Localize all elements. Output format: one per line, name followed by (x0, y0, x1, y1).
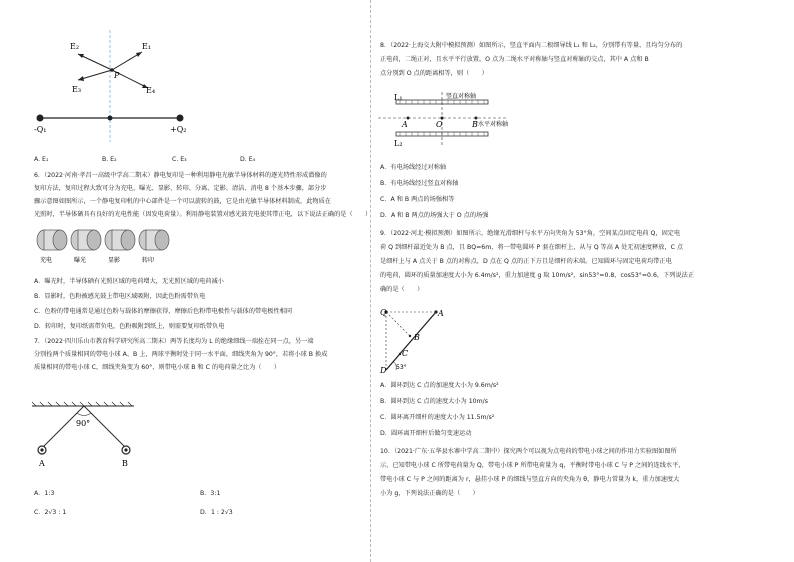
q6-line: 复印方法，复印过程大致可分为充电、曝光、显影、转印、分离、定影、清洁、消电 8 个基本步骤，部分步 (34, 185, 327, 192)
q9-line: 的电荷，圆环的质量加速度大小为 6.4m/s²，重力加速度 g 取 10m/s²，sin53°=0.8，cos53°=0.6，下列说法正 (380, 272, 695, 279)
photocopy-steps-figure (34, 226, 174, 266)
q8-line: 点分别到 O 点的距离相等，则（ ） (380, 70, 488, 77)
drum-icon (71, 230, 101, 250)
q8-line: 正电荷，二绳正对，且水平平行放置。O 点为二绳水平对称轴与竖直对称轴的交点，其中 A 点和 B (380, 56, 649, 63)
ball-b-label: B (122, 459, 128, 468)
step-label: 充电 (40, 257, 53, 264)
point-b-label: B (472, 120, 478, 129)
q7-option-c[interactable]: C．2√3 : 1 (34, 509, 67, 516)
q7-line: 7．（2022·四川乐山市教育科学研究所高二期末）两等长度均为 L 的绝缘细线一端拴在同一点，另一端 (34, 338, 314, 345)
q9-option-b[interactable]: B．圆环到达 C 点的速度大小为 10m/s (380, 398, 488, 405)
horizontal-axis-label: 水平对称轴 (478, 121, 509, 128)
angle-label: 90° (76, 419, 91, 428)
wire-l2-label: L₂ (394, 139, 403, 148)
q6-line: 骤示意图如图所示，一个静电复印机的中心部件是一个可以旋转的鼓，它是由光敏半导体材料制成，此物质在 (34, 198, 331, 205)
charge-q1 (37, 115, 44, 122)
q6-line: 光照时，半导体硒具有良好的光电性能（因发电荷量）。利用静电装置对感光鼓充电使其带正电，以下说法正确的是（ ） (34, 211, 372, 218)
point-b-label: B (414, 333, 420, 342)
point-a-label: A (438, 309, 444, 318)
q9-option-a[interactable]: A．圆环到达 C 点的加速度大小为 9.6m/s² (380, 382, 499, 389)
q8-line: 8．（2022·上海交大附中模拟预测）如图所示，竖直平面内二根细导线 L₁ 和 L₂，分别带有等量、且均匀分布的 (380, 42, 683, 49)
q7-line: 质量相同的带电小球 C，细线夹角变为 60°，则带电小球 B 和 C 的电荷量之比为（ ） (34, 364, 281, 371)
drum-icon (139, 230, 169, 250)
e4-label: E₄ (146, 86, 156, 95)
q9-line: 9．（2022·河北·模拟预测）如图所示，绝缘光滑细杆与水平方向夹角为 53°角，空间某点固定电荷 Q，固定电 (380, 230, 681, 237)
field-vector-figure (20, 30, 220, 140)
q5-option-b[interactable]: B. E₂ (102, 156, 117, 163)
q5-option-d[interactable]: D. E₄ (240, 156, 256, 163)
q10-line: 10．（2021·广东·五华县水寨中学高二期中）探究两个可以视为点电荷的带电小球之间的作用力实验图如图所 (380, 448, 677, 455)
point-q-label: Q (380, 308, 387, 317)
point-o-label: O (436, 120, 443, 129)
q6-option-c[interactable]: C．色粉的带电通常是通过色粉与载体的摩擦获得，摩擦后色粉带电极性与载体的带电极性相同 (34, 308, 293, 315)
q10-line: 示，已知带电小球 C 所带电荷量为 Q，带电小球 P 所带电荷量为 q，平衡时带电小球 C 与 P 之间的连线水平， (380, 462, 685, 469)
column-divider (370, 0, 372, 562)
q6-option-d[interactable]: D．转印时，复印纸需带负电，色粉吸附到纸上，则需要复印纸带负电 (34, 323, 225, 330)
charge-q2 (177, 115, 184, 122)
q10-line: 带电小球 C 与 P 之间的距离为 r，悬挂小球 P 的细线与竖直方向的夹角为 θ，静电力常量为 k，重力加速度大 (380, 476, 680, 483)
q9-line: 确的是（ ） (380, 286, 424, 293)
inclined-rod-figure (380, 308, 460, 374)
e1-label: E₁ (142, 42, 152, 51)
q8-option-a[interactable]: A．有电场线经过对称轴 (380, 164, 447, 171)
q8-option-d[interactable]: D．A 和 B 两点的场强大于 O 点的场强 (380, 212, 489, 219)
q6-line: 6．（2022·河南·孝昌一高级中学高二期末）静电复印是一种利用静电光敏半导体材料的逐光特性形成潜像的 (34, 172, 327, 179)
q1-label: -Q₁ (34, 125, 47, 134)
q8-option-b[interactable]: B．有电场线经过竖直对称轴 (380, 180, 459, 187)
q7-option-b[interactable]: B．3:1 (200, 490, 221, 497)
drum-icon (37, 230, 67, 250)
step-label: 曝光 (74, 257, 87, 264)
q7-option-d[interactable]: D．1 : 2√3 (200, 509, 233, 516)
angle-label: 53° (396, 364, 407, 371)
step-label: 转印 (142, 257, 155, 264)
q8-option-c[interactable]: C．A 和 B 两点的场强相等 (380, 196, 455, 203)
point-c-label: C (402, 349, 409, 358)
point-p-label: P (114, 71, 120, 80)
q2-label: +Q₂ (170, 125, 187, 134)
wire-l1-label: L₁ (394, 93, 403, 102)
point-d-label: D (380, 366, 387, 375)
point-a-label: A (402, 120, 408, 129)
q6-option-a[interactable]: A．曝光时，半导体硒有光照区域的电荷增大，无光照区域的电荷减小 (34, 278, 224, 285)
ball-a-label: A (39, 459, 45, 468)
q10-line: 小为 g，下列说法正确的是（ ） (380, 490, 479, 497)
q7-option-a[interactable]: A．1:3 (34, 490, 55, 497)
step-label: 显影 (108, 257, 121, 264)
parallel-wires-figure (378, 92, 548, 148)
q9-option-c[interactable]: C．圆环离开细杆的速度大小为 11.5m/s² (380, 414, 495, 421)
e3-label: E₃ (72, 85, 82, 94)
q7-line: 分别拴两个质量相同的带电小球 A、B 上，两球平衡时处于同一水平面，细线夹角为 90°，若将小球 B 换成 (34, 351, 328, 358)
q5-option-a[interactable]: A. E₁ (34, 156, 49, 163)
hanging-balls-figure (30, 404, 140, 472)
q9-line: 荷 Q 到细杆最近处为 B 点，且 BQ=6m，将一带电圆环 P 套在细杆上，从与 Q 等高 A 处无初速度释放，C 点 (380, 244, 684, 251)
e2-label: E₂ (70, 42, 80, 51)
vertical-axis-label: 竖直对称轴 (446, 93, 477, 100)
q9-line: 是细杆上与 A 点关于 B 点的对称点，D 点在 Q 点的正下方且是细杆的末端。已知圆环与固定电荷均带正电 (380, 258, 672, 265)
drum-icon (105, 230, 135, 250)
q5-option-c[interactable]: C. E₃ (172, 156, 187, 163)
q9-option-d[interactable]: D．圆环离开细杆后做匀变速运动 (380, 430, 472, 437)
q6-option-b[interactable]: B．显影时，色粉被感光鼓上带电区域吸附，因此色粉需带负电 (34, 293, 206, 300)
